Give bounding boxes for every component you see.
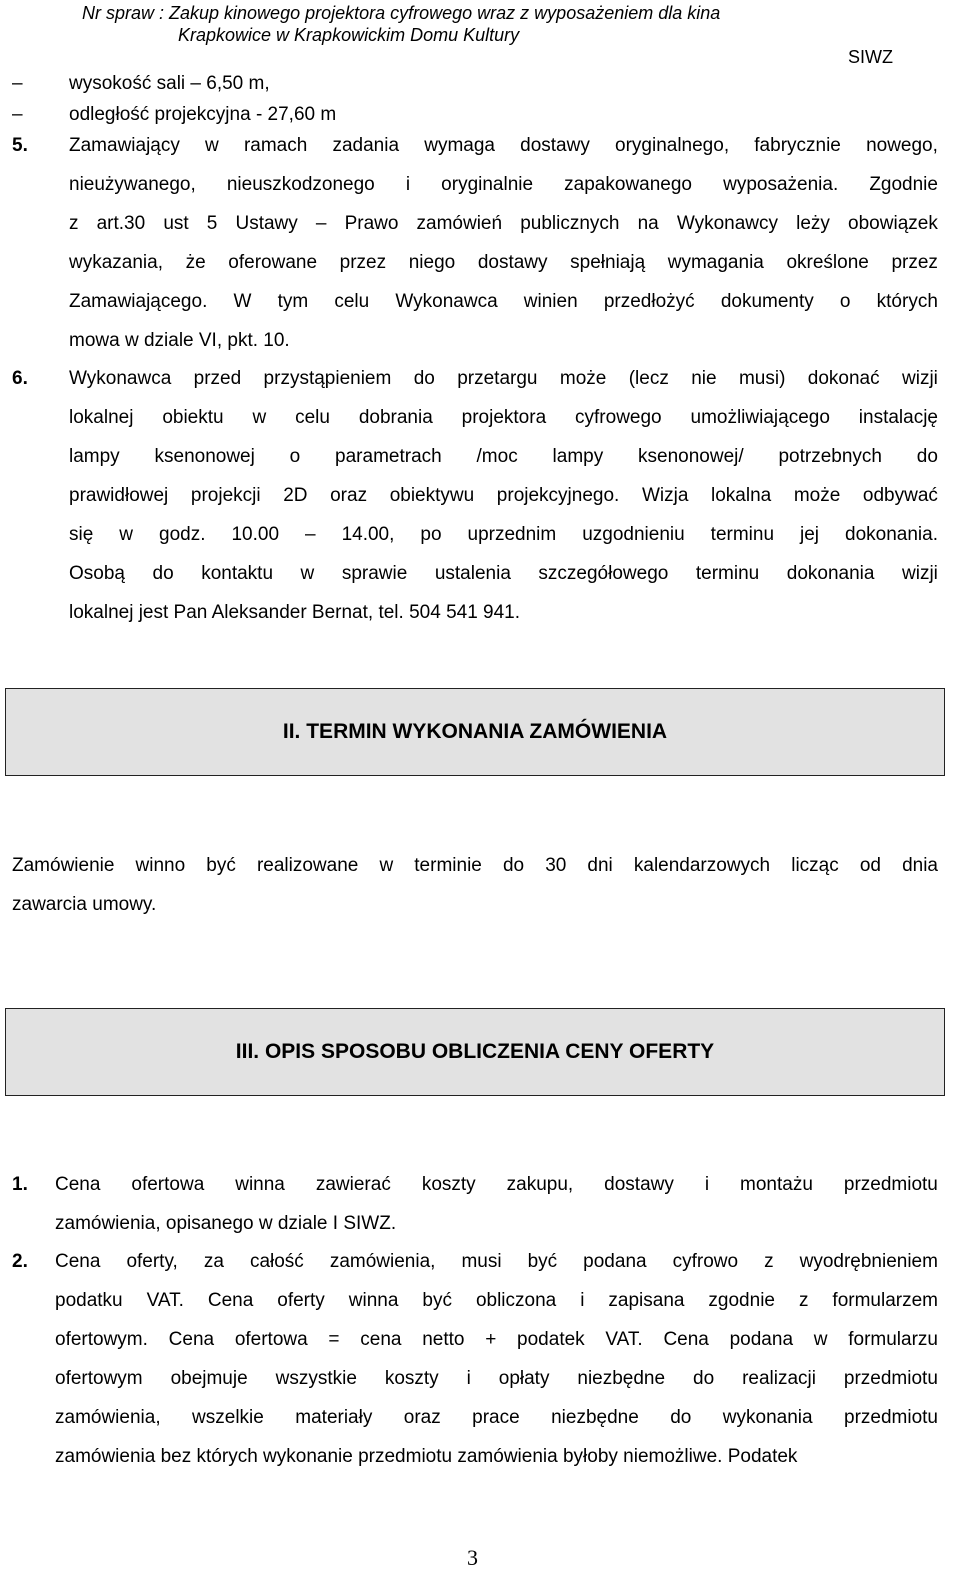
dash-icon: – [12, 73, 23, 94]
text-line: mowa w dziale VI, pkt. 10. [69, 330, 290, 351]
dash-icon: – [12, 104, 23, 125]
text-line: Zamówienie winno być realizowane w terminie do 30 dni kalendarzowych licząc od dnia [12, 855, 938, 876]
text-line: podatku VAT. Cena oferty winna być obliczona i zapisana zgodnie z formularzem [55, 1290, 938, 1311]
section-2-heading-box [5, 688, 945, 776]
text-line: prawidłowej projekcji 2D oraz obiektywu projekcyjnego. Wizja lokalna może odbywać [69, 485, 938, 506]
text-line: z art.30 ust 5 Ustawy – Prawo zamówień publicznych na Wykonawcy leży obowiązek [69, 213, 938, 234]
text-line: ofertowym. Cena ofertowa = cena netto + podatek VAT. Cena podana w formularzu [55, 1329, 938, 1350]
text-line: zamówienia bez których wykonanie przedmiotu zamówienia byłoby niemożliwe. Podatek [55, 1446, 798, 1467]
section-3-heading-box [5, 1008, 945, 1096]
page-number: 3 [467, 1545, 478, 1570]
bullet-1: wysokość sali – 6,50 m, [69, 73, 270, 94]
section-3-title: III. OPIS SPOSOBU OBLICZENIA CENY OFERTY [235, 1040, 715, 1063]
text-line: Cena ofertowa winna zawierać koszty zakupu, dostawy i montażu przedmiotu [55, 1174, 938, 1195]
text-line: ofertowym obejmuje wszystkie koszty i opłaty niezbędne do realizacji przedmiotu [55, 1368, 938, 1389]
text-line: nieużywanego, nieuszkodzonego i oryginalnie zapakowanego wyposażenia. Zgodnie [69, 174, 938, 195]
text-line: Wykonawca przed przystąpieniem do przetargu może (lecz nie musi) dokonać wizji [69, 368, 938, 389]
item-3-1-number: 1. [12, 1174, 28, 1195]
text-line: lokalnej obiektu w celu dobrania projektora cyfrowego umożliwiającego instalację [69, 407, 938, 428]
text-line: Zamawiającego. W tym celu Wykonawca winien przedłożyć dokumenty o których [69, 291, 938, 312]
text-line: zamówienia, opisanego w dziale I SIWZ. [55, 1213, 397, 1234]
item-6-number: 6. [12, 368, 28, 389]
header-line-2: Krapkowice w Krapkowickim Domu Kultury [178, 25, 520, 45]
text-line: się w godz. 10.00 – 14.00, po uprzednim uzgodnieniu terminu jej dokonania. [69, 524, 938, 545]
bullet-2: odległość projekcyjna - 27,60 m [69, 104, 337, 125]
text-line: lampy ksenonowej o parametrach /moc lampy ksenonowej/ potrzebnych do [69, 446, 938, 467]
text-line: zamówienia, wszelkie materiały oraz prace niezbędne do wykonania przedmiotu [55, 1407, 938, 1428]
text-line: zawarcia umowy. [12, 894, 157, 915]
item-5-number: 5. [12, 135, 28, 156]
text-line: lokalnej jest Pan Aleksander Bernat, tel. 504 541 941. [69, 602, 521, 623]
text-line: Zamawiający w ramach zadania wymaga dostawy oryginalnego, fabrycznie nowego, [69, 135, 938, 156]
text-line: Cena oferty, za całość zamówienia, musi być podana cyfrowo z wyodrębnieniem [55, 1251, 938, 1272]
item-3-2-number: 2. [12, 1251, 28, 1272]
text-line: Osobą do kontaktu w sprawie ustalenia szczegółowego terminu dokonania wizji [69, 563, 938, 584]
header-line-1: Nr spraw : Zakup kinowego projektora cyfrowego wraz z wyposażeniem dla kina [82, 3, 721, 23]
doc-label: SIWZ [848, 47, 893, 67]
section-2-title: II. TERMIN WYKONANIA ZAMÓWIENIA [282, 720, 668, 743]
text-line: wykazania, że oferowane przez niego dostawy spełniają wymagania określone przez [69, 252, 938, 273]
